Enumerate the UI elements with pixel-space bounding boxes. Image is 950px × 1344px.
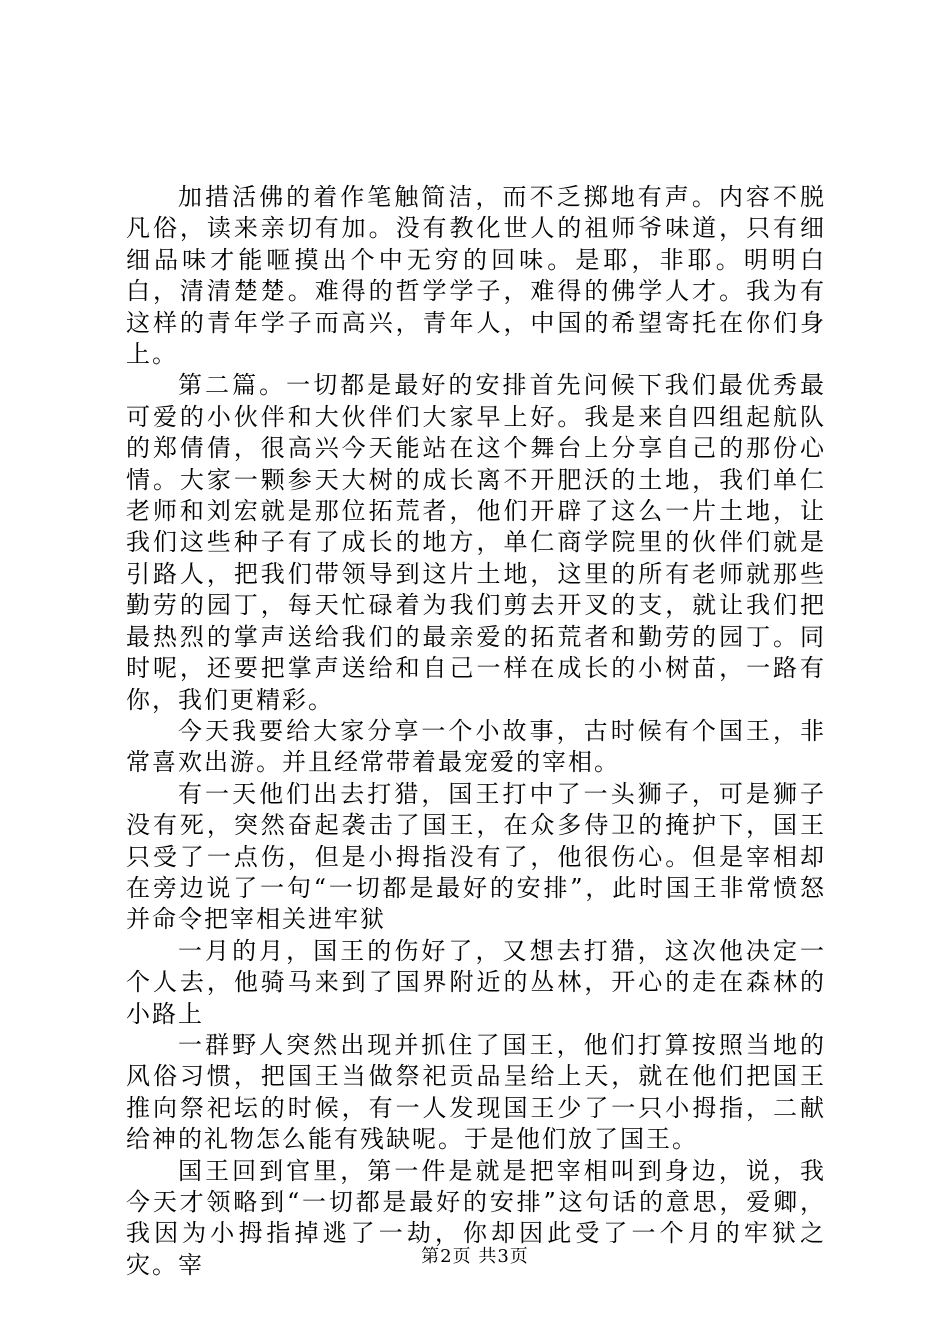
paragraph-3: 今天我要给大家分享一个小故事，古时候有个国王，非常喜欢出游。并且经常带着最宠爱的宰相。	[126, 716, 826, 777]
document-body	[126, 182, 826, 1281]
paragraph-7: 国王回到官里，第一件是就是把宰相叫到身边，说，我今天才领略到“一切都是最好的安排”这句话的意思，爱卿，我因为小拇指掉逃了一劫，你却因此受了一个月的牢狱之灾。宰	[126, 1156, 826, 1279]
paragraph-2: 第二篇。一切都是最好的安排首先问候下我们最优秀最可爱的小伙伴和大伙伴们大家早上好。我是来自四组起航队的郑倩倩，很高兴今天能站在这个舞台上分享自己的那份心情。大家一颗参天大树的成长离不开肥沃的土地，我们单仁老师和刘宏就是那位拓荒者，他们开辟了这么一片土地，让我们这些种子有了成长的地方，单仁商学院里的伙伴们就是引路人，把我们带领导到这片土地，这里的所有老师就那些勤劳的园丁，每天忙碌着为我们剪去开叉的支，就让我们把最热烈的掌声送给我们的最亲爱的拓荒者和勤劳的园丁。同时呢，还要把掌声送给和自己一样在成长的小树苗，一路有你，我们更精彩。	[126, 371, 826, 714]
paragraph-4: 有一天他们出去打猎，国王打中了一头狮子，可是狮子没有死，突然奋起袭击了国王，在众多侍卫的掩护下，国王只受了一点伤，但是小拇指没有了，他很伤心。但是宰相却在旁边说了一句“一切都是最好的安排”，此时国王非常愤怒并命令把宰相关进牢狱	[126, 779, 826, 934]
paragraph-6: 一群野人突然出现并抓住了国王，他们打算按照当地的风俗习惯，把国王当做祭祀贡品呈给上天，就在他们把国王推向祭祀坛的时候，有一人发现国王少了一只小拇指，二献给神的礼物怎么能有残缺呢。于是他们放了国王。	[126, 1030, 826, 1154]
page-footer: 第2页 共3页	[421, 1246, 529, 1267]
paragraph-5: 一月的月，国王的伤好了，又想去打猎，这次他决定一个人去，他骑马来到了国界附近的丛林，开心的走在森林的小路上	[126, 936, 826, 1028]
paragraph-1: 加措活佛的着作笔触简洁，而不乏掷地有声。内容不脱凡俗，读来亲切有加。没有教化世人的祖师爷味道，只有细细品味才能咂摸出个中无穷的回味。是耶，非耶。明明白白，清清楚楚。难得的哲学学子，难得的佛学人才。我为有这样的青年学子而高兴，青年人，中国的希望寄托在你们身上。	[126, 183, 826, 369]
